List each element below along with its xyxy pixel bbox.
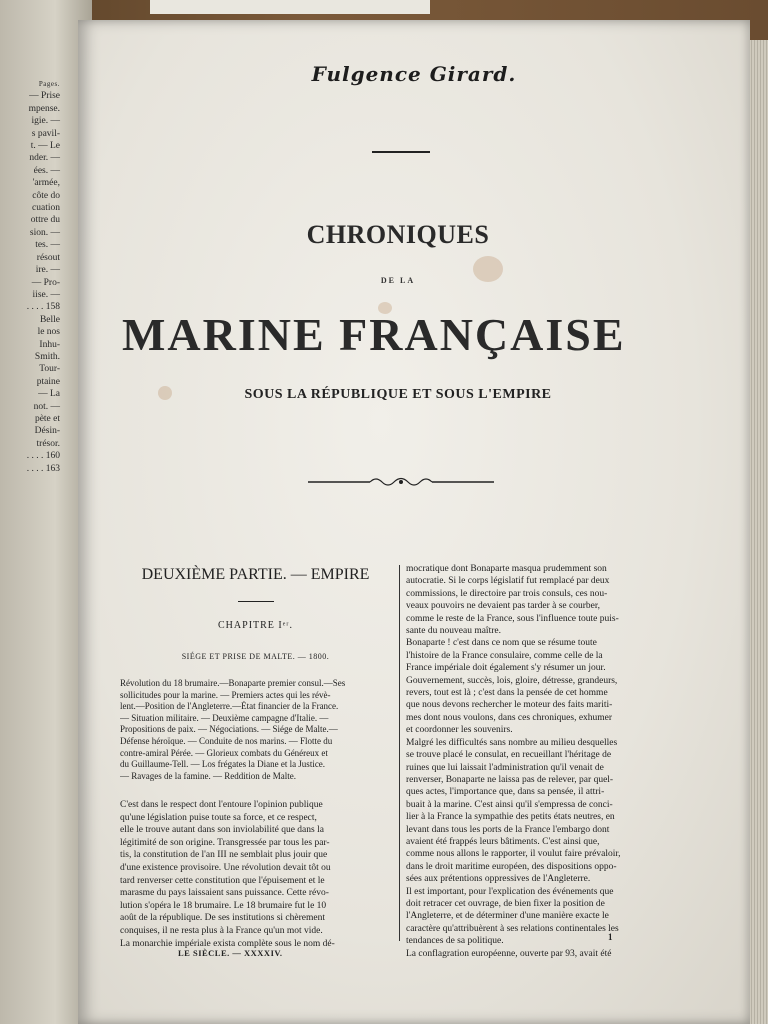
text-line: marasme du pays laissaient sans puissance. Cette révo- [120,888,329,899]
text-line: conquises, il ne resta plus à la France qu'un mot vide. [120,925,323,936]
summary-line: Révolution du 18 brumaire.—Bonaparte premier consul.—Ses [120,678,346,688]
text-line: l'Angleterre, et de déterminer d'une manière exacte le [406,911,609,922]
text-line: et coordonner les souvenirs. [406,725,513,736]
chapter-heading: CHAPITRE Iᵉʳ. [218,620,293,631]
toc-line: Tour- [39,364,60,375]
table-of-contents-fragment [0,78,60,475]
text-line: lier à la France la sympathie des petits états neutres, en [406,812,615,823]
toc-line: sion. — [29,227,60,238]
toc-line: . . . . 160 [26,451,60,462]
book-page [78,20,750,1024]
toc-line: not. — [33,401,60,412]
toc-line: Désin- [34,426,60,437]
text-line: tendances de sa politique. [406,936,504,947]
text-line: autocratie. Si le corps législatif fut remplacé par deux [406,576,610,587]
toc-line: ées. — [33,165,60,176]
toc-line: côte do [32,190,60,201]
text-line: buait à la marine. C'est ainsi qu'il s'empressa de conci- [406,799,613,810]
summary-line: contre-amiral Pérée. — Glorieux combats du Généreux et [120,747,328,758]
text-line: qu'une législation puise toute sa force, et ce respect, [120,812,317,823]
summary-line: du Guillaume-Tell. — Los frégates la Diane et la Justice. [120,759,326,770]
ornament-divider-icon [308,475,494,489]
text-line: levant dans tous les ports de la France l'embargo dont [406,824,610,835]
text-line: La monarchie impériale exista complète sous le nom dé- [120,938,335,949]
text-line: France impériale doit également s'y résumer un jour. [406,663,606,674]
text-line: ques actes, l'importance que, dans sa pensée, il attri- [406,787,605,798]
text-line: doit retracer cet ouvrage, de bien fixer la position de [406,898,605,909]
toc-line: — Prise [29,91,60,102]
text-line: sante du nouveau maître. [406,626,501,637]
toc-line: — Pro- [31,277,60,288]
toc-line: pète et [34,413,60,424]
toc-line: iise. — [32,289,60,300]
text-line: avaient été frappés leurs bâtiments. C'est ainsi que, [406,836,600,847]
text-line: commissions, le directoire par trois consuls, ces nou- [406,588,608,599]
chapter-subtitle: SIÉGE ET PRISE DE MALTE. — 1800. [181,652,330,661]
text-line: ruines que lui laissait l'administration qu'il venait de [406,762,604,773]
summary-line: — Ravages de la famine. — Reddition de Malte. [120,770,296,781]
body-column-left [120,799,395,950]
toc-line: le nos [37,327,60,338]
title-line-2: DE LA [380,276,416,285]
text-line: que nous devons rechercher le moteur des faits mariti- [406,700,613,711]
text-line: lution s'opéra le 18 brumaire. Le 18 brumaire fut le 10 [120,900,327,911]
text-line: Il est important, pour l'explication des événements que [406,886,614,897]
toc-line: ptaine [36,376,60,387]
page-number: 1 [608,932,613,942]
text-line: C'est dans le respect dont l'entoure l'opinion publique [120,800,323,810]
text-line: dans le droit maritime européen, des dispositions oppo- [406,861,617,872]
toc-line: s pavil- [31,128,60,139]
toc-line: . . . . 158 [26,302,60,313]
summary-line: — Situation militaire. — Deuxième campagne d'Italie. — [120,712,329,723]
text-line: légitimité de son origine. Transgressée par tous les par- [120,837,330,848]
body-column-right [406,563,706,960]
toc-line: ottre du [30,215,60,226]
text-line: tis, la constitution de l'an III ne semblait plus jouir que [120,850,328,861]
summary-line: lent.—Position de l'Angleterre.—État financier de la France. [120,701,339,712]
text-line: l'histoire de la France consulaire, comme celle de la [406,650,603,661]
text-line: mes dont nous voulons, dans ces chroniques, exhumer [406,712,613,723]
text-line: d'une existence provisoire. Une révolution devait tôt ou [120,862,331,873]
toc-line: trésor. [36,438,60,449]
text-line: août de la république. De ses institutions si chèrement [120,913,325,924]
chapter-summary [120,678,395,782]
toc-line: Inhu- [39,339,60,350]
toc-line: tes. — [35,240,60,251]
part-heading: DEUXIÈME PARTIE. — EMPIRE [141,566,370,583]
title-line-3: MARINE FRANÇAISE [122,309,626,360]
text-line: Bonaparte ! c'est dans ce nom que se résume toute [406,638,597,649]
pages-label: Pages. [38,80,60,88]
text-line: comme nous allons le rapporter, il voulut faire prévaloir, [406,849,621,860]
toc-line: . . . . 163 [26,463,60,474]
text-line: caractère qu'attribuèrent à ses relations continentales les [406,923,619,934]
toc-line: — La [38,389,60,400]
toc-line: igie. — [31,116,60,127]
text-line: La conflagration européenne, ouverte par 93, avait été [406,948,612,959]
subtitle: SOUS LA RÉPUBLIQUE ET SOUS L'EMPIRE [244,387,552,402]
text-line: Gouvernement, succès, lois, gloire, détresse, grandeurs, [406,675,618,686]
chapter-rule [238,601,274,602]
text-line: mocratique dont Bonaparte masqua prudemment son [406,564,607,574]
summary-line: sollicitudes pour la marine. — Premiers actes qui les révè- [120,689,331,700]
summary-line: Propositions de paix. — Négociations. — Siége de Malte.— [120,724,338,735]
text-line: renverser, Bonaparte ne laissa pas de relever, par quel- [406,774,614,785]
toc-line: mpense. [28,103,60,114]
column-rule [399,565,400,941]
toc-line: cuation [32,203,60,214]
toc-line: t. — Le [30,141,60,152]
toc-line: Smith. [34,351,60,362]
header-rule [372,151,430,153]
summary-line: Défense héroïque. — Conduite de nos marins. — Flotte du [120,735,333,746]
toc-line: Belle [39,314,60,325]
title-line-1: CHRONIQUES [306,220,490,249]
text-line: sées aux prétentions oppressives de l'Angleterre. [406,874,591,885]
text-line: se trouve placé le consulat, en recueillant l'héritage de [406,750,612,761]
text-line: veaux pouvoirs ne devaient pas tarder à se courber, [406,601,601,612]
paper-strip [150,0,430,14]
footer-signature: LE SIÈCLE. — XXXXIV. [178,948,283,958]
text-line: comme le reste de la France, sous l'influence toute puis- [406,613,619,624]
text-line: revers, tout est là ; c'est dans la pensée de cet homme [406,688,608,699]
toc-line: ire. — [35,265,60,276]
toc-line: nder. — [29,153,60,164]
toc-line: résout [36,252,60,263]
text-line: Malgré les difficultés sans nombre au milieu desquelles [406,737,618,748]
toc-line: 'armée, [32,178,60,189]
author-header: Fulgence Girard. [311,62,517,86]
text-line: tard renverser cette constitution que l'épuisement et le [120,875,325,886]
text-line: elle le trouve autant dans son inviolabilité que dans la [120,825,324,836]
